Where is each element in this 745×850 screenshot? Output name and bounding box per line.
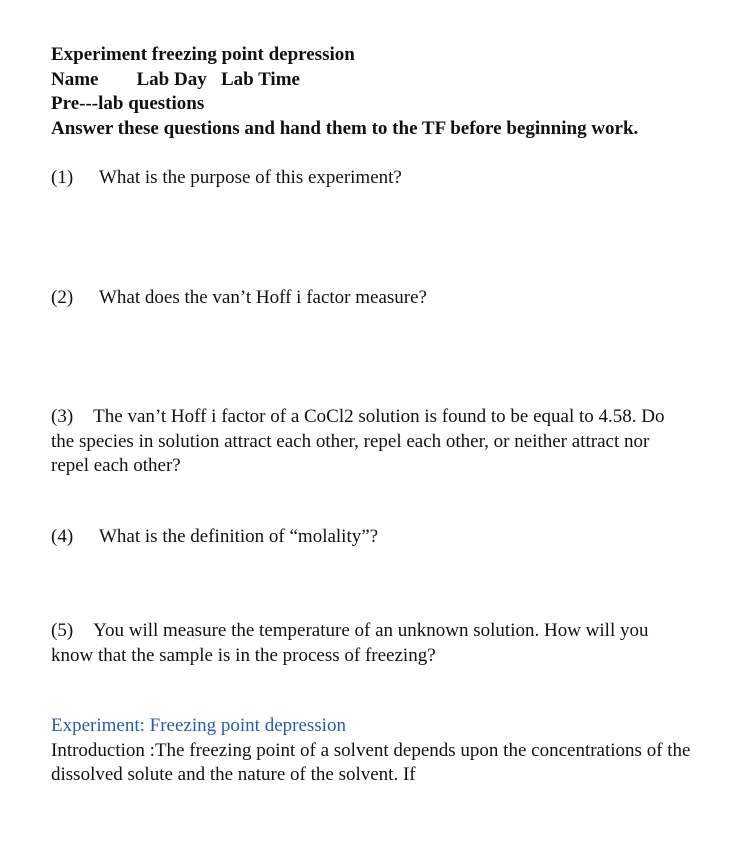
name-label: Name — [51, 68, 99, 90]
instructions: Answer these questions and hand them to the TF before beginning work. — [51, 117, 639, 139]
lab-day-label: Lab Day — [136, 68, 207, 90]
document-title: Experiment freezing point depression — [51, 44, 355, 65]
question-text: What is the definition of “molality”? — [99, 525, 379, 547]
answer-space-5 — [51, 668, 691, 714]
question-3 — [51, 405, 691, 479]
answer-space-2 — [51, 310, 691, 405]
question-text: What is the purpose of this experiment? — [99, 167, 402, 188]
student-info-line — [51, 68, 691, 93]
question-number: (5) — [51, 620, 74, 641]
answer-space-3 — [51, 479, 691, 525]
question-number: (2) — [51, 286, 74, 308]
document-page — [51, 43, 691, 788]
question-number: (1) — [51, 167, 74, 188]
question-text: What does the van’t Hoff i factor measure? — [99, 286, 427, 308]
prelab-heading: Pre---lab questions — [51, 93, 205, 114]
question-1 — [51, 166, 691, 191]
question-number: (4) — [51, 525, 74, 547]
experiment-heading: Experiment: Freezing point depression — [51, 715, 346, 736]
question-number: (3) — [51, 406, 74, 427]
question-5 — [51, 619, 691, 668]
question-4 — [51, 525, 691, 550]
question-text: The van’t Hoff i factor of a CoCl2 solution is found to be equal to 4.58. Do the species in solution attract each other, repel each other, or neither attract nor repel each other? — [51, 406, 665, 476]
answer-space-4 — [51, 549, 691, 619]
lab-time-label: Lab Time — [220, 68, 300, 90]
experiment-introduction: Introduction :The freezing point of a solvent depends upon the concentrations of the dissolved solute and the nature of the solvent. If — [51, 739, 691, 785]
answer-space-1 — [51, 191, 691, 286]
question-2 — [51, 286, 691, 311]
question-text: You will measure the temperature of an unknown solution. How will you know that the sample is in the process of freezing? — [51, 620, 649, 666]
